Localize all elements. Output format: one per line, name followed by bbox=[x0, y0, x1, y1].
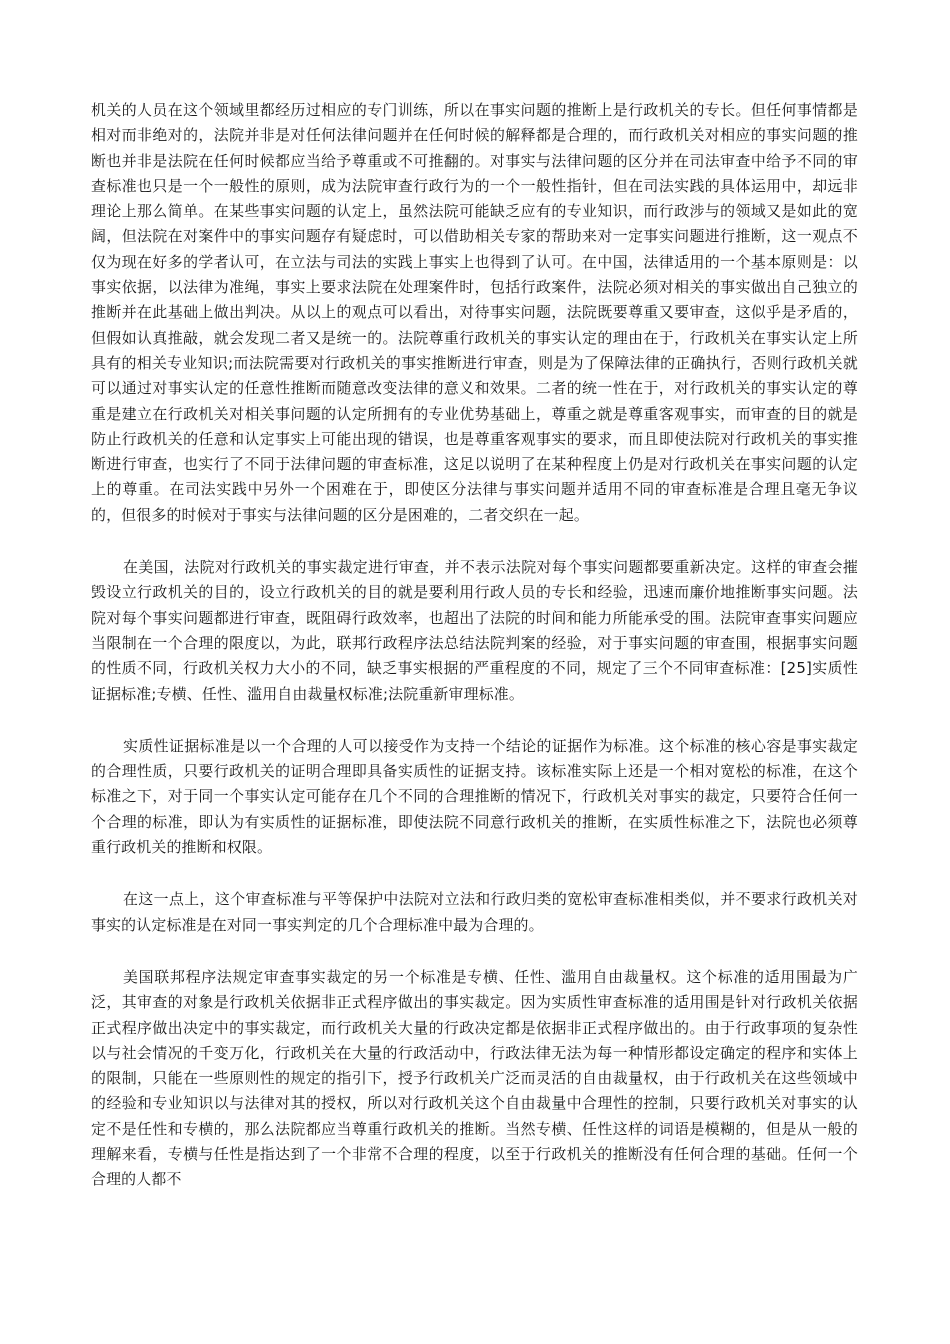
paragraph-equal-protection: 在这一点上，这个审查标准与平等保护中法院对立法和行政归类的宽松审查标准相类似，并不要求行政机关对事实的认定标准是在对同一事实判定的几个合理标准中最为合理的。 bbox=[91, 890, 858, 934]
paragraph-continued: 机关的人员在这个领域里都经历过相应的专门训练，所以在事实问题的推断上是行政机关的专长。但任何事情都是相对而非绝对的，法院并非是对任何法律问题并在任何时候的解释都是合理的，而行政机关对相应的事实问题的推断也并非是法院在任何时候都应当给予尊重或不可推翻的。对事实与法律问题的区分并在司法审查中给予不同的审查标准也只是一个一般性的原则，成为法院审查行政行为的一个一般性指针，但在司法实践的具体运用中，却远非理论上那么简单。在某些事实问题的认定上，虽然法院可能缺乏应有的专业知识，而行政涉与的领域又是如此的宽阔，但法院在对案件中的事实问题存有疑虑时，可以借助相关专家的帮助来对一定事实问题进行推断，这一观点不仅为现在好多的学者认可，在立法与司法的实践上事实上也得到了认可。在中国，法律适用的一个基本原则是：以事实依据，以法律为准绳，事实上要求法院在处理案件时，包括行政案件，法院必须对相关的事实做出自己独立的推断并在此基础上做出判决。从以上的观点可以看出，对待事实问题，法院既要尊重又要审查，这似乎是矛盾的，但假如认真推敲，就会发现二者又是统一的。法院尊重行政机关的事实认定的理由在于，行政机关在事实认定上所具有的相关专业知识;而法院需要对行政机关的事实推断进行审查，则是为了保障法律的正确执行，否则行政机关就可以通过对事实认定的任意性推断而随意改变法律的意义和效果。二者的统一性在于，对行政机关的事实认定的尊重是建立在行政机关对相关事问题的认定所拥有的专业优势基础上，尊重之就是尊重客观事实，而审查的目的就是防止行政机关的任意和认定事实上可能出现的错误，也是尊重客观事实的要求，而且即使法院对行政机关的事实推断进行审查，也实行了不同于法律问题的审查标准，这足以说明了在某种程度上仍是对行政机关在事实问题的认定上的尊重。在司法实践中另外一个困难在于，即使区分法律与事实问题并适用不同的审查标准是合理且毫无争议的，但很多的时候对于事实与法律问题的区分是困难的，二者交织在一起。 bbox=[91, 101, 858, 524]
document-page bbox=[91, 98, 858, 1193]
paragraph-arbitrary-capricious: 美国联邦程序法规定审查事实裁定的另一个标准是专横、任性、滥用自由裁量权。这个标准的适用围最为广泛，其审查的对象是行政机关依据非正式程序做出的事实裁定。因为实质性审查标准的适用围是针对行政机关依据正式程序做出决定中的事实裁定，而行政机关大量的行政决定都是依据非正式程序做出的。由于行政事项的复杂性以与社会情况的千变万化，行政机关在大量的行政活动中，行政法律无法为每一种情形都设定确定的程序和实体上的限制，只能在一些原则性的规定的指引下，授予行政机关广泛而灵活的自由裁量权，由于行政机关在这些领域中的经验和专业知识以与法律对其的授权，所以对行政机关这个自由裁量中合理性的控制，只要行政机关对事实的认定不是任性和专横的，那么法院都应当尊重行政机关的推断。当然专横、任性这样的词语是模糊的，但是从一般的理解来看，专横与任性是指达到了一个非常不合理的程度，以至于行政机关的推断没有任何合理的基础。任何一个合理的人都不 bbox=[91, 967, 858, 1189]
paragraph-substantial-evidence: 实质性证据标准是以一个合理的人可以接受作为支持一个结论的证据作为标准。这个标准的核心容是事实裁定的合理性质，只要行政机关的证明合理即具备实质性的证据支持。该标准实际上还是一个相对宽松的标准，在这个标准之下，对于同一个事实认定可能存在几个不同的合理推断的情况下，行政机关对事实的裁定，只要符合任何一个合理的标准，即认为有实质性的证据标准，即使法院不同意行政机关的推断，在实质性标准之下，法院也必须尊重行政机关的推断和权限。 bbox=[91, 736, 858, 857]
paragraph-us-review: 在美国，法院对行政机关的事实裁定进行审查，并不表示法院对每个事实问题都要重新决定。这样的审查会摧毁设立行政机关的目的，设立行政机关的目的就是要利用行政人员的专长和经验，迅速而廉价地推断事实问题。法院对每个事实问题都进行审查，既阻碍行政效率，也超出了法院的时间和能力所能承受的围。法院审查事实问题应当限制在一个合理的限度以，为此，联邦行政程序法总结法院判案的经验，对于事实问题的审查围，根据事实问题的性质不同，行政机关权力大小的不同，缺乏事实根据的严重程度的不同，规定了三个不同审查标准：[25]实质性证据标准;专横、任性、滥用自由裁量权标准;法院重新审理标准。 bbox=[91, 558, 858, 703]
